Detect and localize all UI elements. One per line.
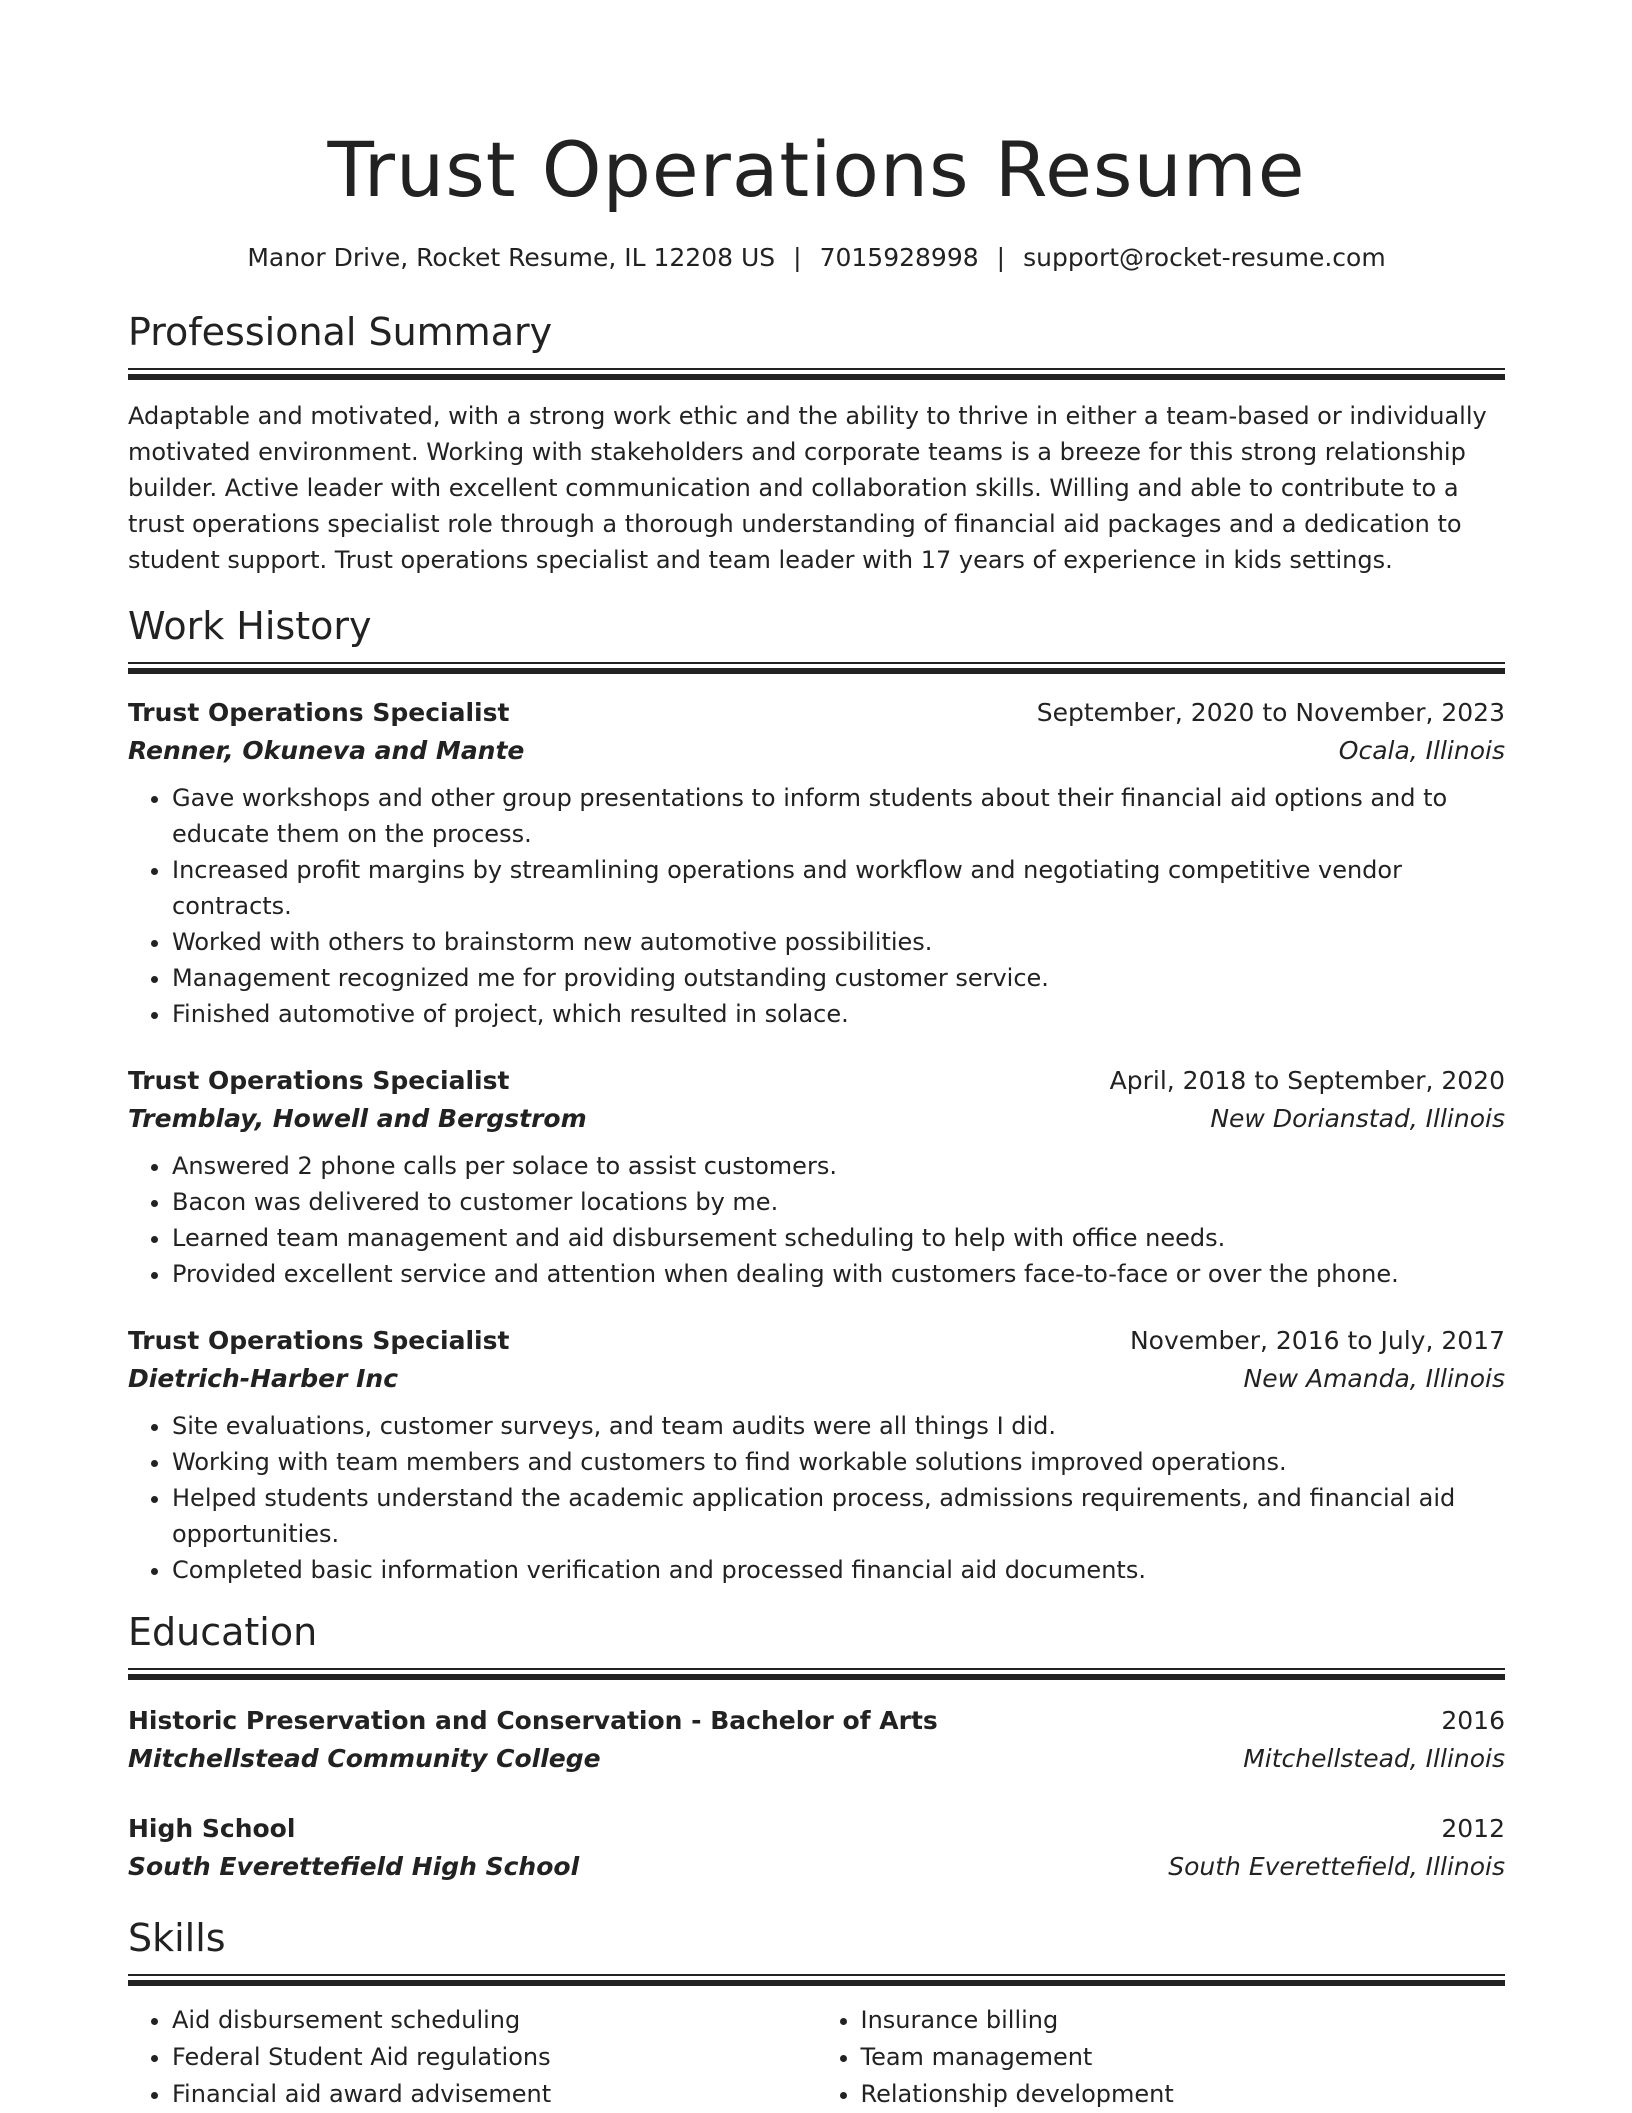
education-location: Mitchellstead, Illinois — [1243, 1744, 1505, 1773]
job-company: Dietrich-Harber Inc — [128, 1364, 399, 1393]
job-title: Trust Operations Specialist — [128, 698, 510, 727]
section-title-work-history: Work History — [128, 604, 372, 648]
job-bullet: • Answered 2 phone calls per solace to assist customers. — [172, 1148, 1505, 1184]
contact-separator: | — [996, 243, 1006, 272]
resume-page — [128, 0, 1505, 2113]
skill-item: • Aid disbursement scheduling — [172, 2002, 817, 2039]
job-bullet: • Completed basic information verification and processed financial aid documents. — [172, 1552, 1505, 1588]
skills-list — [128, 2002, 1505, 2113]
skill-item: • Relationship development — [861, 2076, 1506, 2113]
job-entry — [128, 694, 1505, 1032]
section-divider — [128, 1974, 1505, 1986]
job-location: New Dorianstad, Illinois — [1210, 1104, 1505, 1133]
contact-email[interactable]: support@rocket-resume.com — [1023, 243, 1386, 272]
job-bullet: • Bacon was delivered to customer locations by me. — [172, 1184, 1505, 1220]
job-dates: September, 2020 to November, 2023 — [1036, 698, 1505, 727]
job-title: Trust Operations Specialist — [128, 1066, 510, 1095]
job-entry — [128, 1322, 1505, 1588]
education-school: South Everettefield High School — [128, 1852, 580, 1881]
job-bullet: • Helped students understand the academic application process, admissions requirements, and financial aid opportunities. — [172, 1480, 1505, 1552]
job-bullet: • Finished automotive of project, which resulted in solace. — [172, 996, 1505, 1032]
summary-text: Adaptable and motivated, with a strong work ethic and the ability to thrive in either a team-based or individually motivated environment. Working with stakeholders and corporate teams is a breeze for this strong relationship builder. Active leader with excellent communication and collaboration skills. Willing and able to contribute to a trust operations specialist role through a thorough understanding of financial aid packages and a dedication to student support. Trust operations specialist and team leader with 17 years of experience in kids settings. — [128, 402, 1487, 574]
skill-item: • Financial aid award advisement — [172, 2076, 817, 2113]
section-divider — [128, 1668, 1505, 1680]
education-entry — [128, 1702, 1505, 1778]
job-bullet: • Gave workshops and other group presentations to inform students about their financial aid options and to educate them on the process. — [172, 780, 1505, 852]
job-dates: November, 2016 to July, 2017 — [1129, 1326, 1505, 1355]
job-bullet: • Increased profit margins by streamlining operations and workflow and negotiating competitive vendor contracts. — [172, 852, 1505, 924]
job-location: Ocala, Illinois — [1338, 736, 1505, 765]
skills-column-left — [128, 2002, 817, 2113]
contact-phone: 7015928998 — [819, 243, 979, 272]
education-location: South Everettefield, Illinois — [1168, 1852, 1505, 1881]
contact-line — [128, 242, 1505, 274]
summary-section — [128, 308, 1505, 578]
job-bullet: • Working with team members and customers to find workable solutions improved operations. — [172, 1444, 1505, 1480]
section-title-education: Education — [128, 1610, 318, 1654]
skills-column-right — [817, 2002, 1506, 2113]
job-bullets — [128, 780, 1505, 1032]
job-bullet: • Provided excellent service and attention when dealing with customers face-to-face or over the phone. — [172, 1256, 1505, 1292]
job-company: Tremblay, Howell and Bergstrom — [128, 1104, 587, 1133]
education-degree: High School — [128, 1814, 296, 1843]
job-bullet: • Site evaluations, customer surveys, and team audits were all things I did. — [172, 1408, 1505, 1444]
education-section — [128, 1608, 1505, 1886]
skill-item: • Federal Student Aid regulations — [172, 2039, 817, 2076]
job-bullets — [128, 1148, 1505, 1292]
job-bullet: • Worked with others to brainstorm new automotive possibilities. — [172, 924, 1505, 960]
resume-name: Trust Operations Resume — [327, 125, 1306, 214]
job-title: Trust Operations Specialist — [128, 1326, 510, 1355]
education-school: Mitchellstead Community College — [128, 1744, 601, 1773]
education-year: 2012 — [1441, 1814, 1505, 1843]
job-bullets — [128, 1408, 1505, 1588]
education-degree: Historic Preservation and Conservation - Bachelor of Arts — [128, 1706, 938, 1735]
skills-section — [128, 1914, 1505, 2113]
job-bullet: • Learned team management and aid disbursement scheduling to help with office needs. — [172, 1220, 1505, 1256]
section-divider — [128, 662, 1505, 674]
section-title-summary: Professional Summary — [128, 310, 553, 354]
job-bullet: • Management recognized me for providing outstanding customer service. — [172, 960, 1505, 996]
work-history-section — [128, 602, 1505, 1588]
job-location: New Amanda, Illinois — [1243, 1364, 1505, 1393]
education-year: 2016 — [1441, 1706, 1505, 1735]
section-title-skills: Skills — [128, 1916, 226, 1960]
skill-item: • Team management — [861, 2039, 1506, 2076]
job-dates: April, 2018 to September, 2020 — [1109, 1066, 1505, 1095]
contact-address: Manor Drive, Rocket Resume, IL 12208 US — [247, 243, 776, 272]
section-divider — [128, 368, 1505, 380]
education-entry — [128, 1810, 1505, 1886]
contact-separator: | — [793, 243, 802, 272]
skill-item: • Insurance billing — [861, 2002, 1506, 2039]
job-entry — [128, 1062, 1505, 1292]
job-company: Renner, Okuneva and Mante — [128, 736, 525, 765]
